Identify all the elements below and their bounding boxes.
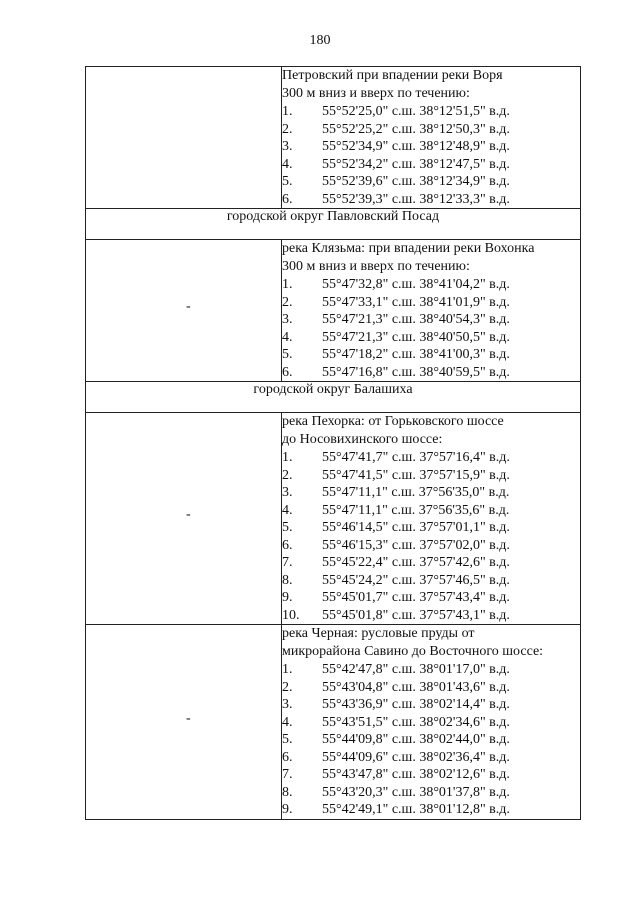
description-cell <box>282 413 581 625</box>
point-coordinates: 55°47'33,1" с.ш. 38°41'01,9" в.д. <box>322 294 510 310</box>
coordinate-point <box>282 502 580 520</box>
point-number: 4. <box>282 156 293 172</box>
point-coordinates: 55°47'18,2" с.ш. 38°41'00,3" в.д. <box>322 347 510 362</box>
point-number: 6. <box>282 364 293 380</box>
point-coordinates: 55°43'20,3" с.ш. 38°01'37,8" в.д. <box>322 784 510 800</box>
point-number: 9. <box>282 802 293 817</box>
point-coordinates: 55°45'01,8" с.ш. 37°57'43,1" в.д. <box>322 607 510 623</box>
left-cell <box>86 413 282 625</box>
water-body-description: река Пехорка: от Горьковского шоссе до Носовихинского шоссе: <box>282 414 504 447</box>
coordinate-point <box>282 572 580 590</box>
point-coordinates: 55°45'24,2" с.ш. 37°57'46,5" в.д. <box>322 572 510 588</box>
point-number: 5. <box>282 347 293 362</box>
point-coordinates: 55°43'51,5" с.ш. 38°02'34,6" в.д. <box>322 714 510 730</box>
water-body-description: река Клязьма: при впадении реки Вохонка 300 м вниз и вверх по течению: <box>282 241 535 274</box>
coordinate-point <box>282 696 580 714</box>
point-coordinates: 55°47'41,5" с.ш. 37°57'15,9" в.д. <box>322 467 510 483</box>
coordinate-point <box>282 467 580 485</box>
point-coordinates: 55°47'21,3" с.ш. 38°40'50,5" в.д. <box>322 329 510 345</box>
coordinate-point <box>282 276 580 294</box>
coordinate-point <box>282 329 580 347</box>
left-cell <box>86 67 282 209</box>
point-coordinates: 55°45'22,4" с.ш. 37°57'42,6" в.д. <box>322 555 510 570</box>
coordinate-point <box>282 607 580 625</box>
point-coordinates: 55°42'49,1" с.ш. 38°01'12,8" в.д. <box>322 802 510 817</box>
point-number: 4. <box>282 329 293 345</box>
table-row <box>86 240 581 382</box>
coordinate-point <box>282 519 580 537</box>
point-coordinates: 55°47'32,8" с.ш. 38°41'04,2" в.д. <box>322 277 510 292</box>
point-number: 1. <box>282 662 293 677</box>
point-coordinates: 55°52'25,0" с.ш. 38°12'51,5" в.д. <box>322 104 510 119</box>
coordinates-table <box>85 66 581 820</box>
coordinate-point <box>282 156 580 174</box>
point-coordinates: 55°52'25,2" с.ш. 38°12'50,3" в.д. <box>322 121 510 137</box>
point-number: 2. <box>282 679 293 695</box>
water-body-description: Петровский при впадении реки Воря 300 м вниз и вверх по течению: <box>282 68 503 101</box>
point-number: 9. <box>282 590 293 605</box>
point-coordinates: 55°44'09,8" с.ш. 38°02'44,0" в.д. <box>322 732 510 747</box>
point-coordinates: 55°46'15,3" с.ш. 37°57'02,0" в.д. <box>322 537 510 553</box>
point-number: 8. <box>282 784 293 800</box>
description-cell <box>282 67 581 209</box>
point-coordinates: 55°42'47,8" с.ш. 38°01'17,0" в.д. <box>322 662 510 677</box>
point-number: 2. <box>282 467 293 483</box>
point-coordinates: 55°43'47,8" с.ш. 38°02'12,6" в.д. <box>322 767 510 782</box>
point-number: 5. <box>282 174 293 189</box>
coordinate-point <box>282 766 580 784</box>
point-number: 7. <box>282 555 293 570</box>
coordinate-point <box>282 364 580 382</box>
coordinate-point <box>282 191 580 209</box>
section-header: городской округ Павловский Посад <box>86 209 581 240</box>
page-number: 180 <box>309 33 331 48</box>
point-number: 10. <box>282 607 300 623</box>
point-coordinates: 55°52'39,3" с.ш. 38°12'33,3" в.д. <box>322 191 510 207</box>
section-header-row <box>86 209 581 240</box>
coordinate-point <box>282 679 580 697</box>
point-number: 5. <box>282 520 293 535</box>
coordinate-point <box>282 311 580 329</box>
left-cell <box>86 625 282 820</box>
point-coordinates: 55°43'36,9" с.ш. 38°02'14,4" в.д. <box>322 697 510 712</box>
coordinate-point <box>282 661 580 679</box>
section-header-row <box>86 382 581 413</box>
point-coordinates: 55°52'34,2" с.ш. 38°12'47,5" в.д. <box>322 156 510 172</box>
water-body-description: река Черная: русловые пруды от микрорайона Савино до Восточного шоссе: <box>282 626 544 659</box>
left-cell <box>86 240 282 382</box>
point-coordinates: 55°47'16,8" с.ш. 38°40'59,5" в.д. <box>322 364 510 380</box>
coordinate-point <box>282 294 580 312</box>
dash-mark: - <box>186 711 191 726</box>
table-row <box>86 625 581 820</box>
point-number: 6. <box>282 749 293 765</box>
point-coordinates: 55°44'09,6" с.ш. 38°02'36,4" в.д. <box>322 749 510 765</box>
table-row <box>86 413 581 625</box>
point-number: 8. <box>282 572 293 588</box>
point-coordinates: 55°47'41,7" с.ш. 37°57'16,4" в.д. <box>322 450 510 465</box>
point-number: 3. <box>282 312 293 327</box>
point-coordinates: 55°43'04,8" с.ш. 38°01'43,6" в.д. <box>322 679 510 695</box>
description-cell <box>282 240 581 382</box>
point-number: 1. <box>282 277 293 292</box>
point-number: 2. <box>282 121 293 137</box>
coordinate-point <box>282 537 580 555</box>
coordinate-point <box>282 589 580 607</box>
coordinate-point <box>282 714 580 732</box>
point-number: 6. <box>282 191 293 207</box>
point-number: 3. <box>282 697 293 712</box>
point-coordinates: 55°47'11,1" с.ш. 37°56'35,0" в.д. <box>322 485 510 500</box>
dash-mark: - <box>186 299 191 314</box>
point-coordinates: 55°47'11,1" с.ш. 37°56'35,6" в.д. <box>322 502 510 518</box>
coordinate-point <box>282 554 580 572</box>
point-coordinates: 55°45'01,7" с.ш. 37°57'43,4" в.д. <box>322 590 510 605</box>
coordinate-point <box>282 731 580 749</box>
dash-mark: - <box>186 507 191 522</box>
coordinate-point <box>282 449 580 467</box>
point-coordinates: 55°47'21,3" с.ш. 38°40'54,3" в.д. <box>322 312 510 327</box>
point-coordinates: 55°52'34,9" с.ш. 38°12'48,9" в.д. <box>322 139 510 154</box>
point-number: 2. <box>282 294 293 310</box>
description-cell <box>282 625 581 820</box>
coordinate-point <box>282 484 580 502</box>
point-coordinates: 55°52'39,6" с.ш. 38°12'34,9" в.д. <box>322 174 510 189</box>
coordinate-point <box>282 784 580 802</box>
point-number: 4. <box>282 502 293 518</box>
coordinate-point <box>282 103 580 121</box>
coordinate-point <box>282 346 580 364</box>
point-number: 6. <box>282 537 293 553</box>
point-number: 4. <box>282 714 293 730</box>
coordinate-point <box>282 121 580 139</box>
point-number: 5. <box>282 732 293 747</box>
coordinate-point <box>282 749 580 767</box>
point-number: 3. <box>282 485 293 500</box>
point-number: 1. <box>282 104 293 119</box>
table-row <box>86 67 581 209</box>
point-number: 7. <box>282 767 293 782</box>
point-coordinates: 55°46'14,5" с.ш. 37°57'01,1" в.д. <box>322 520 510 535</box>
point-number: 1. <box>282 450 293 465</box>
coordinate-point <box>282 801 580 819</box>
coordinate-point <box>282 173 580 191</box>
section-header: городской округ Балашиха <box>86 382 581 413</box>
coordinate-point <box>282 138 580 156</box>
point-number: 3. <box>282 139 293 154</box>
